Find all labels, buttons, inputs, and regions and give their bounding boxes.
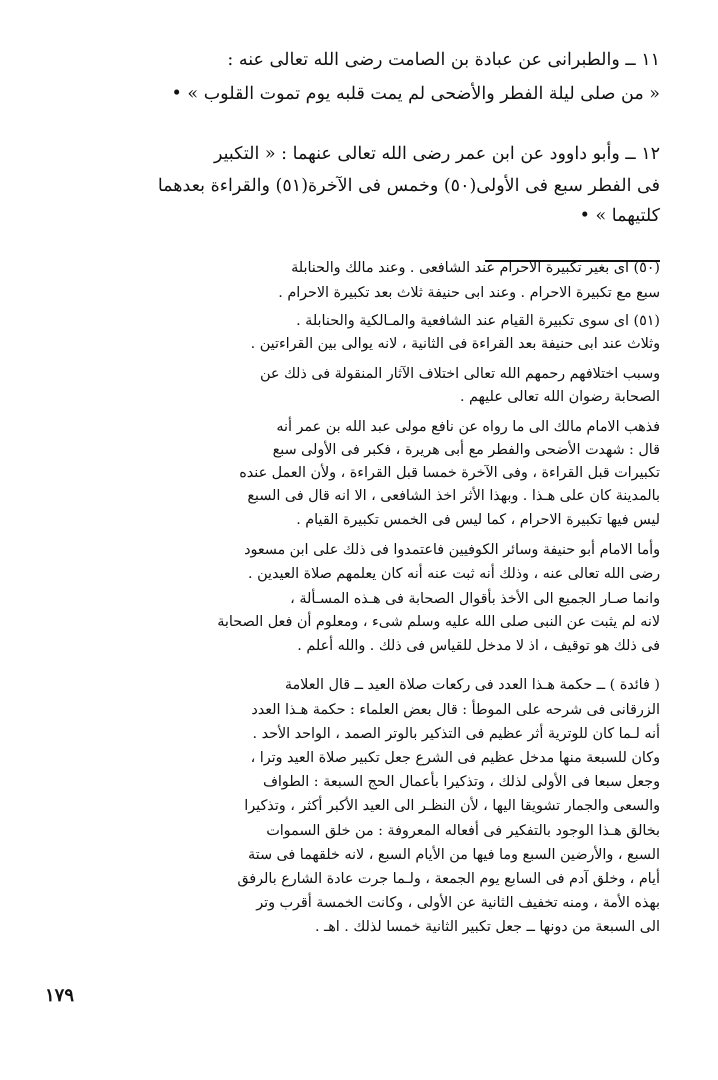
- footnote-text-line: فذهب الامام مالك الى ما رواه عن نافع مولى عبد الله بن عمر أنه: [276, 419, 660, 435]
- hadith-12-line-2: فى الفطر سبع فى الأولى(٥٠) وخمس فى الآخرة(٥١) والقراءة بعدهما: [157, 176, 660, 196]
- footnote-text-line: تكبيرات قبل القراءة ، وفى الآخرة خمسا قبل القراءة ، ولأن العمل عنده: [239, 465, 660, 481]
- footnote-50-line-1: (٥٠) اى بغير تكبيرة الاحرام عند الشافعى . وعند مالك والحنابلة: [291, 260, 660, 276]
- footnote-text-line: ليس فيها تكبيرة الاحرام ، كما ليس فى الخمس تكبيرة القيام .: [296, 512, 660, 528]
- benefit-line: الزرقانى فى شرحه على الموطأ : قال بعض العلماء : حكمة هـذا العدد: [251, 702, 660, 718]
- benefit-line: وكان للسبعة منها مدخل عظيم فى الشرع جعل تكبير صلاة العيد وترا ،: [250, 750, 660, 766]
- benefit-line: ( فائدة ) ــ حكمة هـذا العدد فى ركعات صلاة العيد ــ قال العلامة: [284, 677, 660, 693]
- benefit-line: أيام ، وخلق آدم فى السابع يوم الجمعة ، ولـما جرت عادة الشارع بالرفق: [237, 871, 660, 887]
- footnote-text-line: وسبب اختلافهم رحمهم الله تعالى اختلاف الآثار المنقولة فى ذلك عن: [260, 366, 660, 382]
- footnote-50-line-2: سبع مع تكبيرة الاحرام . وعند ابى حنيفة ثلاث بعد تكبيرة الاحرام .: [278, 285, 660, 301]
- hadith-11-line-1: ١١ ــ والطبرانى عن عبادة بن الصامت رضى الله تعالى عنه :: [227, 50, 660, 70]
- benefit-line: السبع ، والأرضين السبع وما فيها من الأيام السبع ، لانه خلقهما فى ستة: [248, 847, 660, 863]
- footnote-text-line: الصحابة رضوان الله تعالى عليهم .: [459, 389, 660, 405]
- footnote-text-line: قال : شهدت الأضحى والفطر مع أبى هريرة ، فكبر فى الأولى سبع: [272, 442, 660, 458]
- hadith-12-line-3: كلتيهما » •: [579, 206, 660, 226]
- page: [70, 0, 660, 1080]
- footnote-text-line: فى ذلك هو توقيف ، اذ لا مدخل للقياس فى ذلك . والله أعلم .: [297, 638, 660, 654]
- benefit-line: بهذه الأمة ، ومنه تخفيف الثانية عن الأولى ، وكانت الخمسة أقرب وتر: [256, 895, 660, 911]
- footnote-text-line: بالمدينة كان على هـذا . وبهذا الأثر اخذ الشافعى ، الا انه قال فى السبع: [247, 488, 660, 504]
- benefit-line: أنه لـما كان للوترية أثر عظيم فى التذكير بالوتر الصمد ، الواحد الأحد .: [252, 726, 660, 742]
- footnote-text-line: رضى الله تعالى عنه ، وذلك أنه ثبت عنه أنه كان يعلمهم صلاة العيدين .: [248, 566, 660, 582]
- footnote-text-line: وأما الامام أبو حنيفة وسائر الكوفيين فاعتمدوا فى ذلك على ابن مسعود: [244, 542, 660, 558]
- footnote-51-line-1: (٥١) اى سوى تكبيرة القيام عند الشافعية والمـالكية والحنابلة .: [296, 313, 660, 329]
- page-number: ١٧٩: [45, 985, 75, 1006]
- footnote-text-line: وانما صـار الجميع الى الأخذ بأقوال الصحابة فى هـذه المسـألة ،: [290, 591, 660, 607]
- benefit-line: والسعى والجمار تشويقا اليها ، لأن النظـر الى العيد الأكبر أكثر ، وتذكيرا: [244, 798, 660, 814]
- benefit-line: الى السبعة من دونها ــ جعل تكبير الثانية خمسا لذلك . اهـ .: [314, 919, 660, 935]
- footnote-51-line-2: وثلاث عند ابى حنيفة بعد القراءة فى الثانية ، لانه يوالى بين القراءتين .: [250, 336, 660, 352]
- footnote-text-line: لانه لم يثبت عن النبى صلى الله عليه وسلم شىء ، ومعلوم أن فعل الصحابة: [217, 614, 660, 630]
- hadith-12-line-1: ١٢ ــ وأبو داوود عن ابن عمر رضى الله تعالى عنهما : « التكبير: [213, 144, 660, 164]
- benefit-line: بخالق هـذا الوجود بالتفكير فى أفعاله المعروفة : من خلق السموات: [266, 823, 660, 839]
- hadith-11-line-2: « من صلى ليلة الفطر والأضحى لم يمت قلبه يوم تموت القلوب » •: [171, 84, 660, 104]
- benefit-line: وجعل سبعا فى الأولى لذلك ، وتذكيرا بأعمال الحج السبعة : الطواف: [263, 774, 660, 790]
